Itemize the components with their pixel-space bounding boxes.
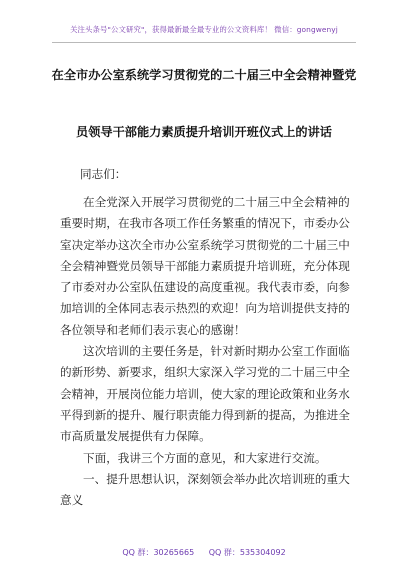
document-title-line-2: 员领导干部能力素质提升培训开班仪式上的讲话 [76, 125, 332, 139]
greeting: 同志们： [80, 167, 127, 181]
body-line: 加培训的全体同志表示热烈的欢迎！向为培训提供支持的 [60, 301, 350, 316]
body-line: 重要时期，在我市各项工作任务繁重的情况下，市委办公 [60, 216, 350, 231]
header-divider [52, 42, 356, 43]
footer-contact [0, 547, 408, 558]
body-line: 的新形势、新要求，组织大家深入学习党的二十届三中全 [60, 365, 350, 380]
body-line: 下面，我讲三个方面的意见，和大家进行交流。 [83, 450, 327, 465]
body-line: 各位领导和老师们表示衷心的感谢！ [60, 322, 246, 337]
footer-qq-group-1: QQ 群：30265665 [122, 548, 195, 557]
header-promo-text: 关注头条号"公文研究"，获得最新最全最专业的公文资料库！ 微信：gongwenyj [70, 25, 338, 34]
body-line: 意义 [60, 493, 84, 508]
body-line: 全会精神暨党员领导干部能力素质提升培训班，充分体现 [60, 258, 350, 273]
body-line: 了市委对办公室队伍建设的高度重视。我代表市委，向参 [60, 280, 350, 295]
document-title-line-1: 在全市办公室系统学习贯彻党的二十届三中全会精神暨党 [51, 68, 357, 82]
body-line: 室决定举办这次全市办公室系统学习贯彻党的二十届三中 [60, 237, 350, 252]
body-line: 一、提升思想认识，深刻领会举办此次培训班的重大 [83, 471, 350, 486]
body-line: 市高质量发展提供有力保障。 [60, 429, 211, 444]
body-paragraphs [60, 192, 349, 511]
body-line: 平得到新的提升、履行职责能力得到新的提高，为推进全 [60, 407, 350, 422]
body-line: 在全党深入开展学习贯彻党的二十届三中全会精神的 [83, 195, 350, 209]
footer-qq-group-2: QQ 群：535304092 [208, 548, 286, 557]
body-line: 会精神，开展岗位能力培训，使大家的理论政策和业务水 [60, 386, 350, 401]
body-line: 这次培训的主要任务是，针对新时期办公室工作面临 [83, 344, 350, 359]
